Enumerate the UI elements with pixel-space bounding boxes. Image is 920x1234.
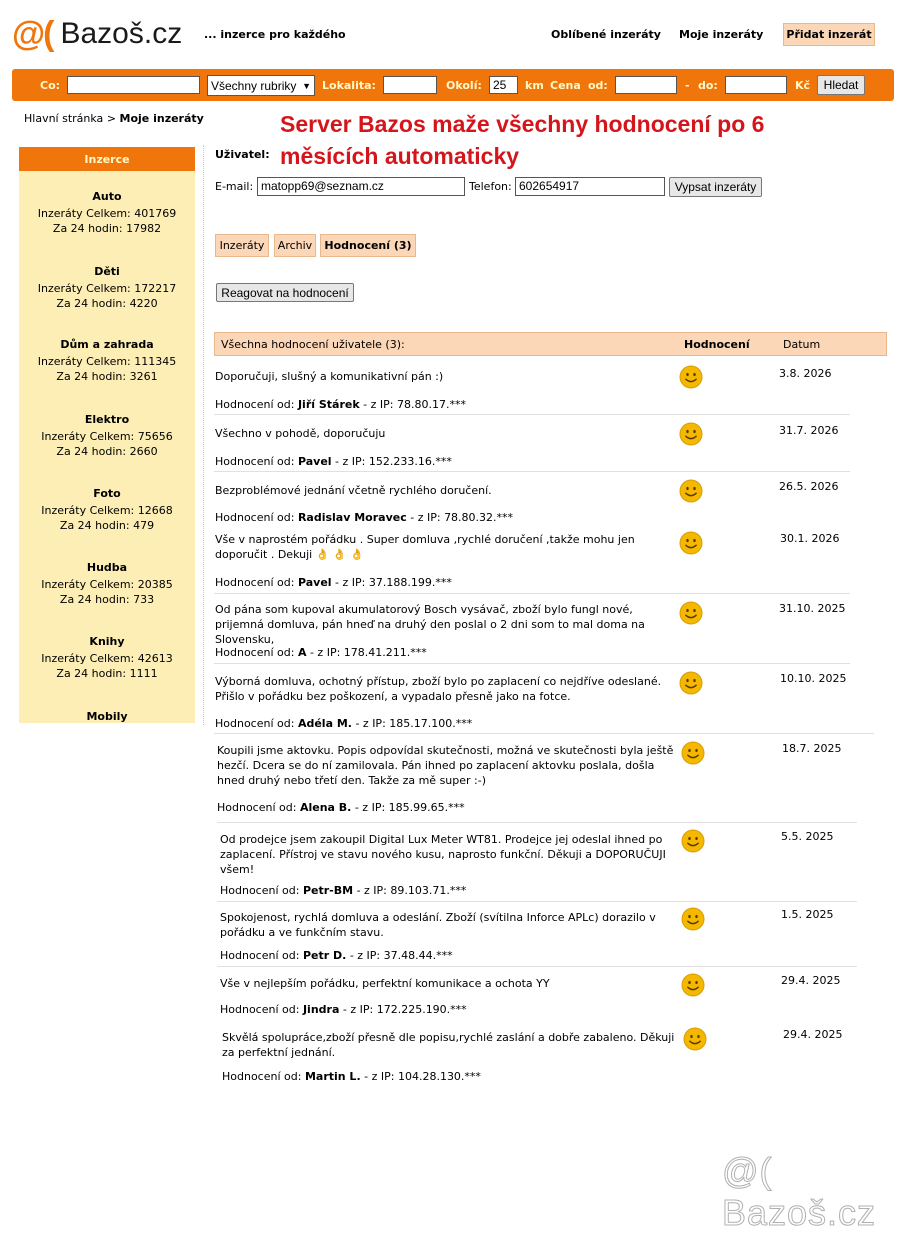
category-total: Inzeráty Celkem: 172217 <box>37 282 177 295</box>
rating-from-label: Hodnocení od: <box>215 511 295 524</box>
lokalita-label: Lokalita: <box>322 79 376 92</box>
rating-author: Alena B. <box>299 801 352 814</box>
category-name: Děti <box>94 265 120 278</box>
annotation-note: Server Bazos maže všechny hodnocení po 6 měsících automaticky <box>280 111 765 169</box>
rating-ip: 104.28.130.*** <box>397 1070 481 1083</box>
rating-author-line <box>215 575 452 590</box>
row-separator <box>214 593 850 594</box>
co-input[interactable] <box>67 76 200 94</box>
row-separator <box>214 414 850 415</box>
smiley-icon <box>679 531 703 555</box>
smiley-icon <box>681 741 705 765</box>
sidebar-category-foto[interactable] <box>19 486 195 533</box>
category-name: Hudba <box>86 561 128 574</box>
my-ads-link[interactable]: Moje inzeráty <box>679 28 764 41</box>
rating-from-label: Hodnocení od: <box>215 646 295 659</box>
rating-author: Jindra <box>302 1003 340 1016</box>
smiley-icon <box>679 365 703 389</box>
cena-label: Cena <box>550 79 581 92</box>
smiley-icon <box>681 829 705 853</box>
rating-date: 26.5. 2026 <box>779 480 839 493</box>
category-name: Dům a zahrada <box>60 338 154 351</box>
rating-text: Doporučuji, slušný a komunikativní pán :) <box>215 370 444 383</box>
sidebar-category-elektro[interactable] <box>19 412 195 459</box>
breadcrumb-home[interactable]: Hlavní stránka <box>24 112 104 125</box>
rating-from-label: Hodnocení od: <box>220 1003 300 1016</box>
row-separator <box>217 901 857 902</box>
rating-author-line <box>222 1069 481 1084</box>
rating-ip-label: - z IP: <box>356 884 387 897</box>
rating-date: 18.7. 2025 <box>782 742 842 755</box>
rating-ip: 152.233.16.*** <box>368 455 452 468</box>
tab-ads[interactable]: Inzeráty <box>215 234 269 257</box>
smiley-icon <box>679 422 703 446</box>
sidebar-category-mobily[interactable] <box>19 709 195 723</box>
rating-text: Vše v naprostém pořádku . Super domluva ,rychlé doručení ,takže mohu jen doporučit . Dekuji 👌 👌 👌 <box>215 533 635 561</box>
rating-ip-label: - z IP: <box>342 1003 374 1016</box>
rating-date: 5.5. 2025 <box>781 830 834 843</box>
rating-author-line <box>215 716 472 731</box>
rating-text: Od prodejce jsem zakoupil Digital Lux Meter WT81. Prodejce jej odeslal ihned po zaplacení. Přístroj ve stavu nového kusu, naprosto funkční. Děkuji a DOPORUČUJI všem! <box>220 833 666 876</box>
rating-from-label: Hodnocení od: <box>215 717 295 730</box>
email-label: E-mail: <box>215 180 254 193</box>
rating-author: Pavel <box>297 455 332 468</box>
category-total: Inzeráty Celkem: 42613 <box>41 652 173 665</box>
rating-author-line <box>215 510 513 525</box>
ratings-table-header <box>214 332 887 356</box>
category-name: Mobily <box>86 710 128 723</box>
rating-date: 3.8. 2026 <box>779 367 832 380</box>
row-separator <box>217 822 857 823</box>
rating-ip-label: - z IP: <box>410 511 441 524</box>
category-24h: Za 24 hodin: 479 <box>59 519 155 532</box>
rating-author: A <box>297 646 307 659</box>
rating-author-line <box>215 454 452 469</box>
rating-from-label: Hodnocení od: <box>220 949 300 962</box>
site-logo[interactable] <box>12 14 182 54</box>
rating-author-line <box>217 800 465 815</box>
category-total: Inzeráty Celkem: 401769 <box>37 207 177 220</box>
tab-archive[interactable]: Archiv <box>274 234 316 257</box>
ratings-header-rating: Hodnocení <box>684 338 750 351</box>
category-total: Inzeráty Celkem: 12668 <box>41 504 173 517</box>
rating-text: Spokojenost, rychlá domluva a odeslání. Zboží (svítilna Inforce APLc) dorazilo v pořádku a ve funkčním stavu. <box>220 911 656 939</box>
rating-ip-label: - z IP: <box>355 717 386 730</box>
logo-text: Bazoš.cz <box>60 17 183 50</box>
category-name: Elektro <box>84 413 130 426</box>
smiley-icon <box>681 973 705 997</box>
ratings-header-all: Všechna hodnocení uživatele (3): <box>221 338 405 351</box>
price-from-label: od: <box>588 79 608 92</box>
rating-author: Radislav Moravec <box>297 511 407 524</box>
chevron-down-icon: ▼ <box>302 80 311 91</box>
logo-mark: @( <box>12 14 53 53</box>
category-name: Auto <box>92 190 122 203</box>
sidebar-category-dum-a-zahrada[interactable] <box>19 337 195 384</box>
smiley-icon <box>683 1027 707 1051</box>
rating-ip-label: - z IP: <box>309 646 341 659</box>
category-total: Inzeráty Celkem: 20385 <box>41 578 173 591</box>
add-ad-button[interactable]: Přidat inzerát <box>783 23 875 46</box>
rating-ip-label: - z IP: <box>349 949 381 962</box>
price-to-label: do: <box>698 79 718 92</box>
rating-date: 29.4. 2025 <box>783 1028 843 1041</box>
smiley-icon <box>679 671 703 695</box>
rating-ip-label: - z IP: <box>335 576 366 589</box>
row-separator <box>214 733 874 734</box>
rating-author: Pavel <box>297 576 332 589</box>
row-separator <box>214 471 850 472</box>
rating-date: 10.10. 2025 <box>780 672 847 685</box>
rating-author: Martin L. <box>304 1070 361 1083</box>
watermark: @( Bazoš.cz <box>722 1150 877 1233</box>
rating-author-line <box>215 397 466 412</box>
km-label: km <box>525 79 544 92</box>
react-to-rating-button[interactable]: Reagovat na hodnocení <box>216 283 354 302</box>
rating-author: Petr D. <box>302 949 347 962</box>
breadcrumb-current: Moje inzeráty <box>119 112 204 125</box>
smiley-icon <box>679 479 703 503</box>
rating-ip: 185.99.65.*** <box>388 801 465 814</box>
co-label: Co: <box>40 79 61 92</box>
category-24h: Za 24 hodin: 1111 <box>56 667 158 680</box>
user-label: Uživatel: <box>215 148 270 161</box>
rating-date: 30.1. 2026 <box>780 532 840 545</box>
tab-ratings[interactable]: Hodnocení (3) <box>320 234 416 257</box>
rating-author-line <box>220 1002 467 1017</box>
sidebar-category-knihy[interactable] <box>19 634 195 681</box>
sidebar-category-hudba[interactable] <box>19 560 195 607</box>
rating-ip-label: - z IP: <box>364 1070 395 1083</box>
email-field[interactable]: matopp69@seznam.cz <box>257 177 465 196</box>
favorites-link[interactable]: Oblíbené inzeráty <box>551 28 661 41</box>
tagline: ... inzerce pro každého <box>204 28 346 41</box>
rating-date: 31.7. 2026 <box>779 424 839 437</box>
rating-date: 1.5. 2025 <box>781 908 834 921</box>
okoli-input[interactable]: 25 <box>489 76 518 94</box>
rating-author: Jiří Stárek <box>297 398 360 411</box>
rating-author-line <box>220 948 453 963</box>
rating-text: Bezproblémové jednání včetně rychlého doručení. <box>215 484 492 497</box>
sidebar-category-auto[interactable] <box>19 189 195 236</box>
currency-label: Kč <box>795 79 811 92</box>
rating-ip: 78.80.17.*** <box>396 398 466 411</box>
ratings-header-date: Datum <box>783 338 821 351</box>
rating-ip: 37.188.199.*** <box>368 576 452 589</box>
breadcrumb <box>24 112 204 125</box>
rating-from-label: Hodnocení od: <box>220 884 300 897</box>
sidebar-category-deti[interactable] <box>19 264 195 311</box>
smiley-icon <box>679 601 703 625</box>
rating-ip: 185.17.100.*** <box>389 717 473 730</box>
row-separator <box>214 663 850 664</box>
rating-author: Petr-BM <box>302 884 354 897</box>
column-divider <box>203 145 204 725</box>
sidebar-title: Inzerce <box>19 147 195 171</box>
rating-text: Od pána som kupoval akumulatorový Bosch vysávač, zboží bylo fungl nové, prijemná domluva, pán hneď na druhý den poslal o 2 dni som to mal doma na Slovensku, <box>215 603 645 646</box>
rating-date: 29.4. 2025 <box>781 974 841 987</box>
rating-author-line <box>220 883 466 898</box>
breadcrumb-separator: > <box>106 112 117 125</box>
rating-ip: 89.103.71.*** <box>390 884 467 897</box>
rating-ip-label: - z IP: <box>335 455 366 468</box>
phone-label: Telefon: <box>469 180 512 193</box>
sidebar <box>19 147 195 723</box>
rating-text: Výborná domluva, ochotný přístup, zboží bylo po zaplacení co nejdříve odeslané. Přišlo v pořádku bez poškození, a vypadalo přesně jako na fotce. <box>215 675 662 703</box>
category-total: Inzeráty Celkem: 111345 <box>37 355 177 368</box>
rating-from-label: Hodnocení od: <box>217 801 297 814</box>
rating-text: Skvělá spolupráce,zboží přesně dle popisu,rychlé zaslání a dobře zabaleno. Děkuji za perfektní jednání. <box>222 1031 675 1059</box>
rating-author-line <box>215 645 427 660</box>
rating-ip: 78.80.32.*** <box>444 511 514 524</box>
rating-ip: 37.48.44.*** <box>383 949 453 962</box>
rating-text: Všechno v pohodě, doporučuju <box>215 427 386 440</box>
rating-ip: 172.225.190.*** <box>376 1003 467 1016</box>
category-24h: Za 24 hodin: 3261 <box>56 370 158 383</box>
price-to-input[interactable] <box>725 76 787 94</box>
rating-from-label: Hodnocení od: <box>222 1070 302 1083</box>
row-separator <box>217 966 857 967</box>
rating-ip-label: - z IP: <box>354 801 386 814</box>
category-24h: Za 24 hodin: 2660 <box>56 445 158 458</box>
rating-ip: 178.41.211.*** <box>343 646 427 659</box>
lokalita-input[interactable] <box>383 76 437 94</box>
rating-date: 31.10. 2025 <box>779 602 846 615</box>
category-name: Knihy <box>89 635 125 648</box>
price-dash: - <box>685 79 690 92</box>
category-24h: Za 24 hodin: 4220 <box>56 297 158 310</box>
rating-ip-label: - z IP: <box>363 398 394 411</box>
category-24h: Za 24 hodin: 17982 <box>52 222 162 235</box>
category-24h: Za 24 hodin: 733 <box>59 593 155 606</box>
rating-text: Koupili jsme aktovku. Popis odpovídal skutečnosti, možná ve skutečnosti byla ještě hezčí. Dcera se do ní zamilovala. Pán ihned po zaplacení aktovku poslala, došla hned druhý nebo třetí den. Takže za mě super :-) <box>217 744 674 787</box>
okoli-label: Okolí: <box>446 79 482 92</box>
smiley-icon <box>681 907 705 931</box>
list-ads-button[interactable]: Vypsat inzeráty <box>669 177 762 197</box>
category-select[interactable] <box>207 75 315 96</box>
rating-from-label: Hodnocení od: <box>215 576 295 589</box>
category-select-value: Všechny rubriky <box>211 78 297 93</box>
search-bar <box>12 69 894 101</box>
price-from-input[interactable] <box>615 76 677 94</box>
rating-from-label: Hodnocení od: <box>215 455 295 468</box>
rating-text: Vše v nejlepším pořádku, perfektní komunikace a ochota YY <box>220 977 550 990</box>
phone-field[interactable]: 602654917 <box>515 177 665 196</box>
rating-from-label: Hodnocení od: <box>215 398 295 411</box>
category-name: Foto <box>93 487 121 500</box>
search-button[interactable]: Hledat <box>817 75 865 95</box>
rating-author: Adéla M. <box>297 717 352 730</box>
category-total: Inzeráty Celkem: 75656 <box>41 430 173 443</box>
